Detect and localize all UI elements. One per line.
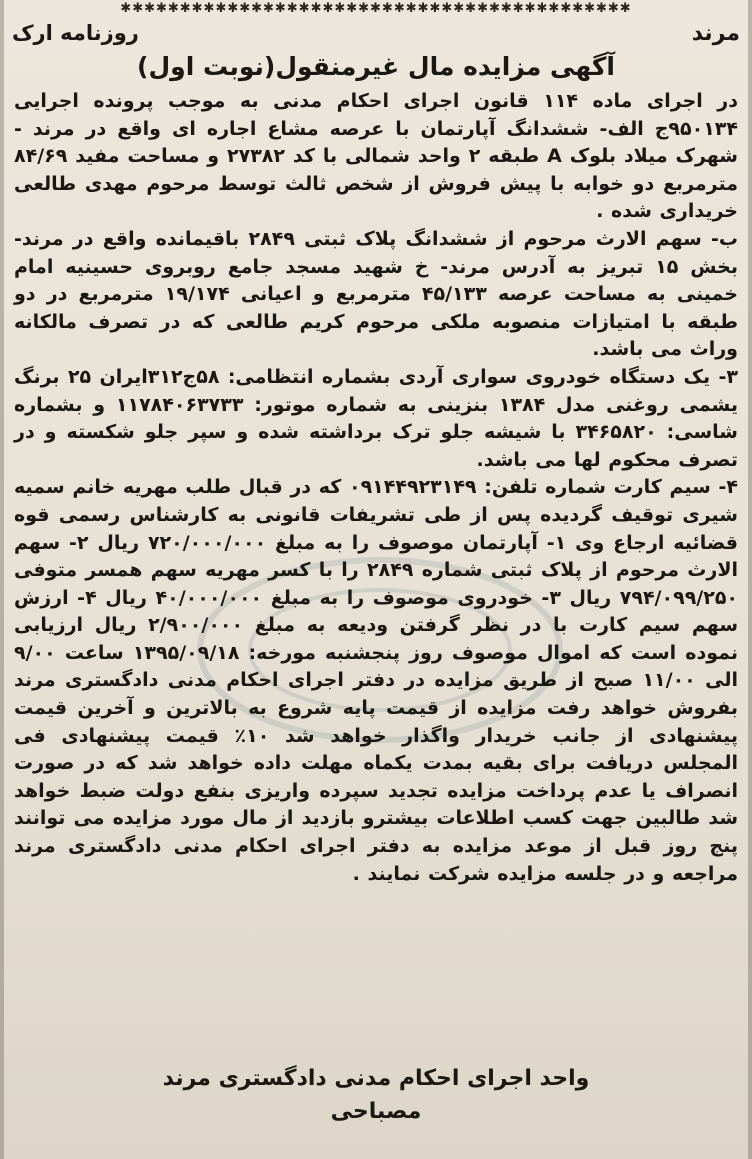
paragraph-item-b: ب- سهم الارث مرحوم از ششدانگ پلاک ثبتی ۲۸۴۹ باقیمانده واقع در مرند- بخش ۱۵ تبریز به آدرس مرند- خ شهید مسجد جامع روبروی حسینیه امام خمینی به مساحت عرصه ۴۵/۱۳۳ مترمربع و اعیانی ۱۹/۱۷۴ مترمربع در دو طبقه با امتیازات منصوبه ملکی مرحوم کریم طالعی که در تصرف مالکانه وراث می باشد. [14, 227, 738, 361]
signature-block [20, 1063, 732, 1129]
issuing-unit: واحد اجرای احکام مدنی دادگستری مرند [162, 1066, 590, 1091]
right-edge-shadow [748, 0, 752, 1159]
masthead [12, 18, 740, 48]
notice-headline: آگهی مزایده مال غیرمنقول(نوبت اول) [137, 52, 615, 81]
notice-body [14, 88, 738, 888]
paragraph-item-3: ۳- یک دستگاه خودروی سواری آردی بشماره انتظامی: ۵۸ج۳۱۲ایران ۲۵ برنگ یشمی روغنی مدل ۱۳۸۴ بنزینی به شماره موتور: ۱۱۷۸۴۰۶۳۷۳۳ و بشماره شاسی: ۳۴۶۵۸۲۰ با شیشه جلو ترک برداشته شده و سپر جلو شکسته و در تصرف محکوم لها می باشد. [14, 365, 738, 471]
left-edge-shadow [0, 0, 4, 1159]
star-border: ✱✱✱✱✱✱✱✱✱✱✱✱✱✱✱✱✱✱✱✱✱✱✱✱✱✱✱✱✱✱✱✱✱✱✱✱✱✱✱✱✱✱✱ [120, 1, 632, 16]
paragraph-item-a: در اجرای ماده ۱۱۴ قانون اجرای احکام مدنی به موجب پرونده اجرایی ۹۵۰۱۳۴ج الف- ششدانگ آپارتمان با عرصه مشاع اجاره ای واقع در مرند - شهرک میلاد بلوک A طبقه ۲ واحد شمالی با کد ۲۷۳۸۲ و مساحت مفید ۸۴/۶۹ مترمربع دو خوابه با پیش فروش از شخص ثالث توسط مرحوم مهدی طالعی خریداری شده . [14, 90, 738, 223]
newspaper-name: روزنامه ارک [12, 21, 139, 45]
paragraph-item-4: ۴- سیم کارت شماره تلفن: ۰۹۱۴۴۹۲۳۱۴۹ که در قبال طلب مهریه خانم سمیه شیری توقیف گردیده پس از طی تشریفات قانونی به کارشناس رسمی قوه قضائیه ارجاع وی ۱- آپارتمان موصوف را به مبلغ ۷۲۰/۰۰۰/۰۰۰ ریال ۲- سهم الارث مرحوم از پلاک ثبتی شماره ۲۸۴۹ را با کسر مهریه سهم همسر متوفی ۷۹۴/۰۹۹/۲۵۰ ریال ۳- خودروی موصوف را به مبلغ ۴۰/۰۰۰/۰۰۰ ریال ۴- ارزش سهم سیم کارت با در نظر گرفتن ودیعه به مبلغ ۲/۹۰۰/۰۰۰ ریال ارزیابی نموده است که اموال موصوف روز پنجشنبه مورخه: ۱۳۹۵/۰۹/۱۸ ساعت ۹/۰۰ الی ۱۱/۰۰ صبح از طریق مزایده در دفتر اجرای احکام مدنی دادگستری مرند بفروش خواهد رفت مزایده از قیمت پایه شروع به بالاترین و آخرین قیمت پیشنهادی از جانب خریدار واگذار خواهد شد ۱۰٪ قیمت پیشنهادی فی المجلس دریافت برای بقیه بمدت یکماه مهلت داده خواهد شد که در صورت انصراف یا عدم پرداخت مزایده تجدید سپرده واریزی بنفع دولت ضبط خواهد شد طالبین جهت کسب اطلاعات بیشترو بازدید از مال مورد مزایده می توانند پنج روز قبل از موعد مزایده به دفتر اجرای احکام مدنی دادگستری مرند مراجعه و در جلسه مزایده شرکت نمایند . [14, 476, 739, 885]
signatory-name: مصباحی [330, 1099, 422, 1124]
city-label: مرند [691, 20, 740, 46]
